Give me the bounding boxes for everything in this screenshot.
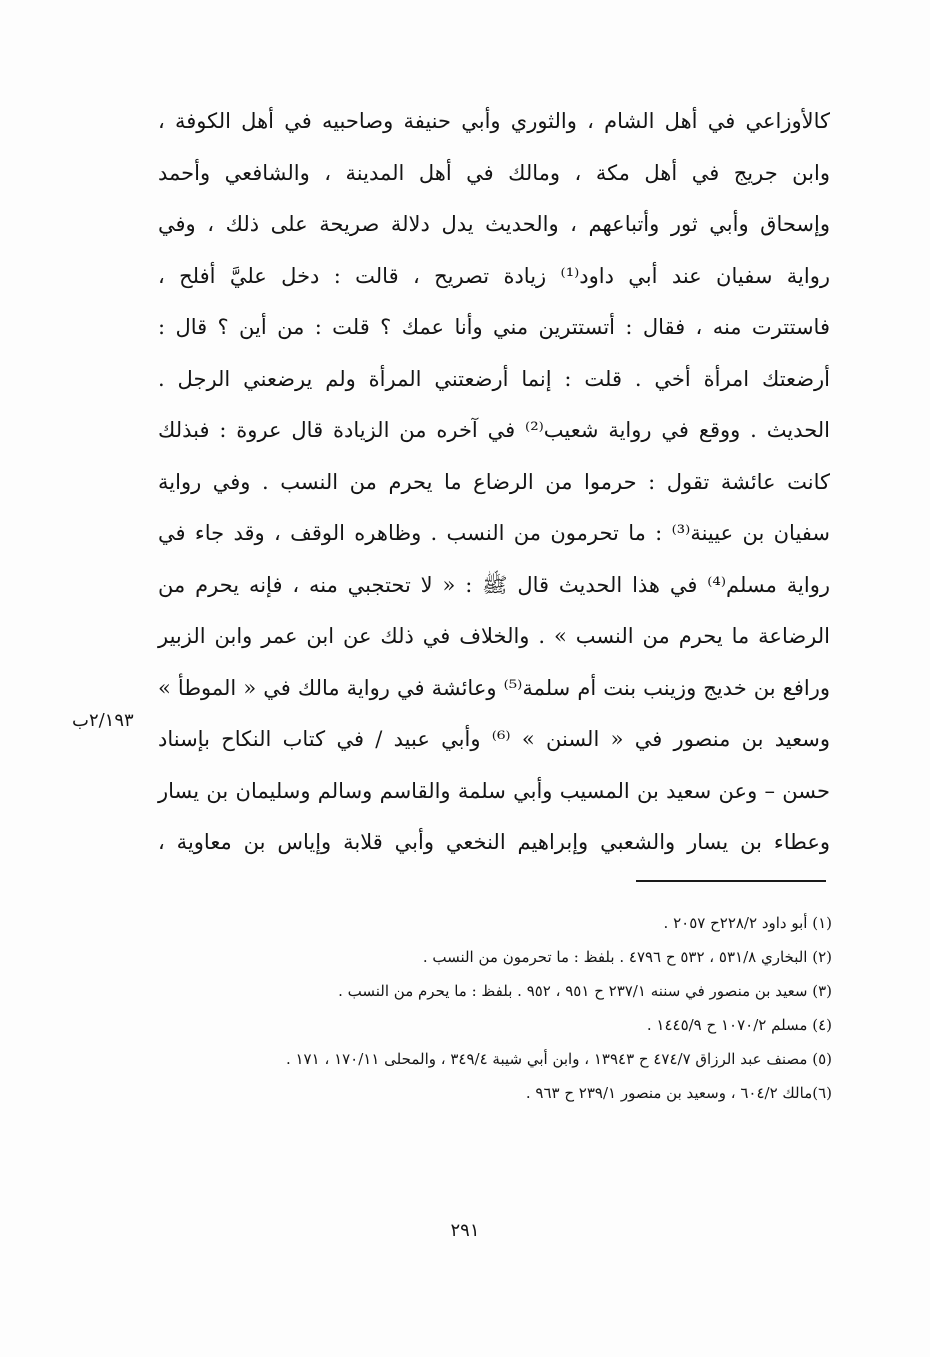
body-line-2: وابن جريج في أهل مكة ، ومالك في أهل المدينة ، والشافعي وأحمد <box>158 160 830 185</box>
page-number: ٢٩١ <box>450 1220 480 1241</box>
footnote-6: (٦)مالك ٦٠٤/٢ ، وسعيد بن منصور ٢٣٩/١ ح ٩٦٣ . <box>525 1084 832 1102</box>
body-line-11: الرضاعة ما يحرم من النسب » . والخلاف في ذلك عن ابن عمر وابن الزبير <box>158 624 830 648</box>
footnote-5: (٥) مصنف عبد الرزاق ٤٧٤/٧ ح ١٣٩٤٣ ، وابن أبي شيبة ٣٤٩/٤ ، والمحلى ١٧٠/١١ ، ١٧١ . <box>285 1050 832 1068</box>
footnote-separator <box>636 880 826 882</box>
footnote-2: (٢) البخاري ٥٣١/٨ ، ٥٣٢ ح ٤٧٩٦ . بلفظ : ما تحرمون من النسب . <box>422 948 832 966</box>
body-line-5: فاستترت منه ، فقال : أتستترين مني وأنا عمك ؟ قلت : من أين ؟ قال : <box>158 315 830 339</box>
body-line-9: سفيان بن عيينة⁽³⁾ : ما تحرمون من النسب . وظاهره الوقف ، وقد جاء في <box>158 521 830 545</box>
body-line-3: وإسحاق وأبي ثور وأتباعهم ، والحديث يدل دلالة صريحة على ذلك ، وفي <box>158 212 830 236</box>
body-line-10: رواية مسلم⁽⁴⁾ في هذا الحديث قال ﷺ : « لا تحتجبي منه ، فإنه يحرم من <box>158 572 830 597</box>
body-line-7: الحديث . ووقع في رواية شعيب⁽²⁾ في آخره من الزيادة قال عروة : فبذلك <box>158 418 830 442</box>
body-line-1: كالأوزاعي في أهل الشام ، والثوري وأبي حنيفة وصاحبيه في أهل الكوفة ، <box>158 109 830 133</box>
body-line-15: وعطاء بن يسار والشعبي وإبراهيم النخعي وأبي قلابة وإياس بن معاوية ، <box>158 830 830 854</box>
body-line-12: ورافع بن خديج وزينب بنت أم سلمة⁽⁵⁾ وعائشة في رواية مالك في « الموطأ » <box>158 675 830 700</box>
body-line-8: كانت عائشة تقول : حرموا من الرضاع ما يحرم من النسب . وفي رواية <box>158 469 830 494</box>
body-line-13: وسعيد بن منصور في « السنن » ⁽⁶⁾ وأبي عبيد / في كتاب النكاح بإسناد <box>158 727 830 751</box>
footnote-3: (٣) سعيد بن منصور في سننه ٢٣٧/١ ح ٩٥١ ، ٩٥٢ . بلفظ : ما يحرم من النسب . <box>338 982 832 1000</box>
body-line-6: أرضعتك امرأة أخي . قلت : إنما أرضعتني المرأة ولم يرضعني الرجل . <box>158 366 830 391</box>
footnotes-block <box>152 906 832 1110</box>
main-text-block <box>158 96 830 869</box>
footnote-4: (٤) مسلم ١٠٧٠/٢ ح ١٤٤٥/٩ . <box>646 1016 832 1034</box>
body-line-14: حسن – وعن سعيد بن المسيب وأبي سلمة والقاسم وسالم وسليمان بن يسار <box>158 778 830 803</box>
footnote-1: (١) أبو داود ٢٢٨/٢ح ٢٠٥٧ . <box>663 914 832 932</box>
manuscript-folio-marker: ٢/١٩٣ب <box>72 710 134 731</box>
body-line-4: رواية سفيان عند أبي داود⁽¹⁾ زيادة تصريح ، قالت : دخل عليَّ أفلح ، <box>158 263 830 288</box>
